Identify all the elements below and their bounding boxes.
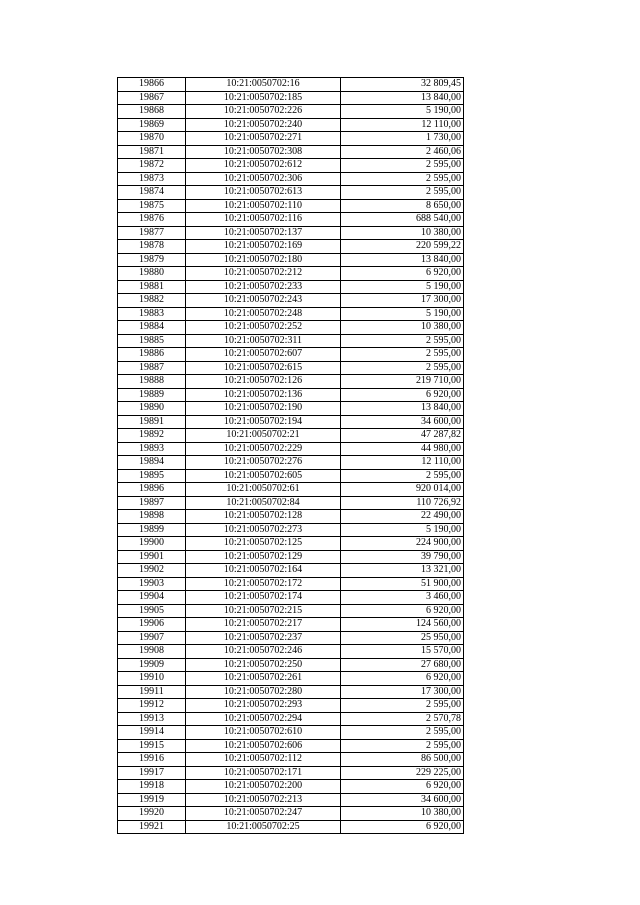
cadastral-number-cell: 10:21:0050702:605 bbox=[186, 469, 341, 483]
cadastral-number-cell: 10:21:0050702:261 bbox=[186, 672, 341, 686]
row-number-cell: 19878 bbox=[118, 240, 186, 254]
row-number-cell: 19881 bbox=[118, 280, 186, 294]
row-number-cell: 19914 bbox=[118, 726, 186, 740]
cadastral-number-cell: 10:21:0050702:607 bbox=[186, 348, 341, 362]
table-row bbox=[118, 294, 464, 308]
cadastral-number-cell: 10:21:0050702:190 bbox=[186, 402, 341, 416]
cadastral-number-cell: 10:21:0050702:280 bbox=[186, 685, 341, 699]
value-cell: 2 595,00 bbox=[341, 726, 464, 740]
value-cell: 224 900,00 bbox=[341, 537, 464, 551]
cadastral-number-cell: 10:21:0050702:306 bbox=[186, 172, 341, 186]
table-row bbox=[118, 807, 464, 821]
value-cell: 13 840,00 bbox=[341, 253, 464, 267]
cadastral-value-table bbox=[117, 77, 464, 834]
row-number-cell: 19899 bbox=[118, 523, 186, 537]
cadastral-number-cell: 10:21:0050702:112 bbox=[186, 753, 341, 767]
value-cell: 124 560,00 bbox=[341, 618, 464, 632]
table-row bbox=[118, 132, 464, 146]
value-cell: 6 920,00 bbox=[341, 672, 464, 686]
cadastral-number-cell: 10:21:0050702:271 bbox=[186, 132, 341, 146]
value-cell: 920 014,00 bbox=[341, 483, 464, 497]
cadastral-number-cell: 10:21:0050702:25 bbox=[186, 820, 341, 834]
value-cell: 27 680,00 bbox=[341, 658, 464, 672]
cadastral-number-cell: 10:21:0050702:247 bbox=[186, 807, 341, 821]
value-cell: 13 321,00 bbox=[341, 564, 464, 578]
table-row bbox=[118, 253, 464, 267]
value-cell: 5 190,00 bbox=[341, 523, 464, 537]
row-number-cell: 19904 bbox=[118, 591, 186, 605]
cadastral-number-cell: 10:21:0050702:233 bbox=[186, 280, 341, 294]
value-cell: 2 595,00 bbox=[341, 334, 464, 348]
value-cell: 2 595,00 bbox=[341, 469, 464, 483]
row-number-cell: 19907 bbox=[118, 631, 186, 645]
table-row bbox=[118, 820, 464, 834]
table-row bbox=[118, 321, 464, 335]
cadastral-number-cell: 10:21:0050702:229 bbox=[186, 442, 341, 456]
cadastral-number-cell: 10:21:0050702:615 bbox=[186, 361, 341, 375]
table-row bbox=[118, 105, 464, 119]
value-cell: 6 920,00 bbox=[341, 267, 464, 281]
table-row bbox=[118, 267, 464, 281]
table-row bbox=[118, 753, 464, 767]
value-cell: 2 595,00 bbox=[341, 739, 464, 753]
row-number-cell: 19892 bbox=[118, 429, 186, 443]
value-cell: 13 840,00 bbox=[341, 402, 464, 416]
table-row bbox=[118, 159, 464, 173]
table-row bbox=[118, 739, 464, 753]
table-row bbox=[118, 145, 464, 159]
row-number-cell: 19908 bbox=[118, 645, 186, 659]
row-number-cell: 19880 bbox=[118, 267, 186, 281]
table-row bbox=[118, 537, 464, 551]
cadastral-number-cell: 10:21:0050702:110 bbox=[186, 199, 341, 213]
row-number-cell: 19911 bbox=[118, 685, 186, 699]
value-cell: 32 809,45 bbox=[341, 78, 464, 92]
row-number-cell: 19868 bbox=[118, 105, 186, 119]
cadastral-number-cell: 10:21:0050702:116 bbox=[186, 213, 341, 227]
row-number-cell: 19906 bbox=[118, 618, 186, 632]
row-number-cell: 19903 bbox=[118, 577, 186, 591]
cadastral-number-cell: 10:21:0050702:16 bbox=[186, 78, 341, 92]
table-row bbox=[118, 213, 464, 227]
value-cell: 86 500,00 bbox=[341, 753, 464, 767]
value-cell: 12 110,00 bbox=[341, 118, 464, 132]
row-number-cell: 19909 bbox=[118, 658, 186, 672]
table-row bbox=[118, 658, 464, 672]
table-row bbox=[118, 118, 464, 132]
table-row bbox=[118, 199, 464, 213]
value-cell: 6 920,00 bbox=[341, 820, 464, 834]
table-row bbox=[118, 375, 464, 389]
cadastral-number-cell: 10:21:0050702:172 bbox=[186, 577, 341, 591]
row-number-cell: 19893 bbox=[118, 442, 186, 456]
value-cell: 2 570,78 bbox=[341, 712, 464, 726]
cadastral-number-cell: 10:21:0050702:84 bbox=[186, 496, 341, 510]
table-row bbox=[118, 442, 464, 456]
row-number-cell: 19890 bbox=[118, 402, 186, 416]
table-row bbox=[118, 577, 464, 591]
row-number-cell: 19885 bbox=[118, 334, 186, 348]
cadastral-number-cell: 10:21:0050702:248 bbox=[186, 307, 341, 321]
value-cell: 15 570,00 bbox=[341, 645, 464, 659]
table-row bbox=[118, 91, 464, 105]
value-cell: 13 840,00 bbox=[341, 91, 464, 105]
row-number-cell: 19889 bbox=[118, 388, 186, 402]
cadastral-number-cell: 10:21:0050702:250 bbox=[186, 658, 341, 672]
cadastral-number-cell: 10:21:0050702:164 bbox=[186, 564, 341, 578]
row-number-cell: 19882 bbox=[118, 294, 186, 308]
table-row bbox=[118, 780, 464, 794]
cadastral-number-cell: 10:21:0050702:212 bbox=[186, 267, 341, 281]
cadastral-number-cell: 10:21:0050702:137 bbox=[186, 226, 341, 240]
cadastral-number-cell: 10:21:0050702:311 bbox=[186, 334, 341, 348]
row-number-cell: 19919 bbox=[118, 793, 186, 807]
value-cell: 110 726,92 bbox=[341, 496, 464, 510]
row-number-cell: 19883 bbox=[118, 307, 186, 321]
value-cell: 220 599,22 bbox=[341, 240, 464, 254]
cadastral-number-cell: 10:21:0050702:21 bbox=[186, 429, 341, 443]
value-cell: 5 190,00 bbox=[341, 105, 464, 119]
cadastral-number-cell: 10:21:0050702:194 bbox=[186, 415, 341, 429]
table-row bbox=[118, 388, 464, 402]
table-row bbox=[118, 469, 464, 483]
table-row bbox=[118, 564, 464, 578]
cadastral-number-cell: 10:21:0050702:61 bbox=[186, 483, 341, 497]
value-cell: 39 790,00 bbox=[341, 550, 464, 564]
value-cell: 6 920,00 bbox=[341, 604, 464, 618]
table-row bbox=[118, 726, 464, 740]
table-row bbox=[118, 186, 464, 200]
table-row bbox=[118, 699, 464, 713]
cadastral-number-cell: 10:21:0050702:226 bbox=[186, 105, 341, 119]
row-number-cell: 19902 bbox=[118, 564, 186, 578]
row-number-cell: 19896 bbox=[118, 483, 186, 497]
cadastral-number-cell: 10:21:0050702:252 bbox=[186, 321, 341, 335]
value-cell: 17 300,00 bbox=[341, 685, 464, 699]
table-row bbox=[118, 523, 464, 537]
row-number-cell: 19894 bbox=[118, 456, 186, 470]
row-number-cell: 19897 bbox=[118, 496, 186, 510]
value-cell: 8 650,00 bbox=[341, 199, 464, 213]
table-row bbox=[118, 510, 464, 524]
row-number-cell: 19871 bbox=[118, 145, 186, 159]
table-row bbox=[118, 766, 464, 780]
table-body bbox=[118, 78, 464, 834]
cadastral-number-cell: 10:21:0050702:308 bbox=[186, 145, 341, 159]
cadastral-number-cell: 10:21:0050702:171 bbox=[186, 766, 341, 780]
value-cell: 10 380,00 bbox=[341, 226, 464, 240]
value-cell: 2 595,00 bbox=[341, 348, 464, 362]
row-number-cell: 19879 bbox=[118, 253, 186, 267]
row-number-cell: 19866 bbox=[118, 78, 186, 92]
row-number-cell: 19920 bbox=[118, 807, 186, 821]
row-number-cell: 19910 bbox=[118, 672, 186, 686]
table-row bbox=[118, 226, 464, 240]
cadastral-number-cell: 10:21:0050702:174 bbox=[186, 591, 341, 605]
row-number-cell: 19913 bbox=[118, 712, 186, 726]
table-row bbox=[118, 483, 464, 497]
value-cell: 12 110,00 bbox=[341, 456, 464, 470]
table-row bbox=[118, 307, 464, 321]
table-row bbox=[118, 240, 464, 254]
row-number-cell: 19877 bbox=[118, 226, 186, 240]
row-number-cell: 19912 bbox=[118, 699, 186, 713]
row-number-cell: 19875 bbox=[118, 199, 186, 213]
cadastral-number-cell: 10:21:0050702:217 bbox=[186, 618, 341, 632]
row-number-cell: 19873 bbox=[118, 172, 186, 186]
table-row bbox=[118, 631, 464, 645]
value-cell: 229 225,00 bbox=[341, 766, 464, 780]
row-number-cell: 19915 bbox=[118, 739, 186, 753]
cadastral-number-cell: 10:21:0050702:243 bbox=[186, 294, 341, 308]
cadastral-number-cell: 10:21:0050702:246 bbox=[186, 645, 341, 659]
value-cell: 34 600,00 bbox=[341, 793, 464, 807]
value-cell: 1 730,00 bbox=[341, 132, 464, 146]
cadastral-number-cell: 10:21:0050702:276 bbox=[186, 456, 341, 470]
cadastral-number-cell: 10:21:0050702:125 bbox=[186, 537, 341, 551]
table-row bbox=[118, 348, 464, 362]
row-number-cell: 19870 bbox=[118, 132, 186, 146]
row-number-cell: 19887 bbox=[118, 361, 186, 375]
cadastral-number-cell: 10:21:0050702:237 bbox=[186, 631, 341, 645]
table-row bbox=[118, 550, 464, 564]
row-number-cell: 19874 bbox=[118, 186, 186, 200]
row-number-cell: 19886 bbox=[118, 348, 186, 362]
value-cell: 2 595,00 bbox=[341, 186, 464, 200]
table-row bbox=[118, 456, 464, 470]
table-row bbox=[118, 712, 464, 726]
value-cell: 5 190,00 bbox=[341, 280, 464, 294]
cadastral-number-cell: 10:21:0050702:200 bbox=[186, 780, 341, 794]
value-cell: 47 287,82 bbox=[341, 429, 464, 443]
value-cell: 5 190,00 bbox=[341, 307, 464, 321]
table-row bbox=[118, 591, 464, 605]
row-number-cell: 19921 bbox=[118, 820, 186, 834]
row-number-cell: 19917 bbox=[118, 766, 186, 780]
cadastral-number-cell: 10:21:0050702:169 bbox=[186, 240, 341, 254]
cadastral-number-cell: 10:21:0050702:129 bbox=[186, 550, 341, 564]
table-row bbox=[118, 78, 464, 92]
table-row bbox=[118, 402, 464, 416]
table-row bbox=[118, 645, 464, 659]
cadastral-number-cell: 10:21:0050702:610 bbox=[186, 726, 341, 740]
value-cell: 44 980,00 bbox=[341, 442, 464, 456]
cadastral-number-cell: 10:21:0050702:180 bbox=[186, 253, 341, 267]
value-cell: 51 900,00 bbox=[341, 577, 464, 591]
cadastral-number-cell: 10:21:0050702:213 bbox=[186, 793, 341, 807]
value-cell: 219 710,00 bbox=[341, 375, 464, 389]
row-number-cell: 19867 bbox=[118, 91, 186, 105]
table-row bbox=[118, 361, 464, 375]
value-cell: 10 380,00 bbox=[341, 321, 464, 335]
cadastral-number-cell: 10:21:0050702:613 bbox=[186, 186, 341, 200]
cadastral-number-cell: 10:21:0050702:126 bbox=[186, 375, 341, 389]
row-number-cell: 19872 bbox=[118, 159, 186, 173]
row-number-cell: 19876 bbox=[118, 213, 186, 227]
cadastral-number-cell: 10:21:0050702:240 bbox=[186, 118, 341, 132]
row-number-cell: 19918 bbox=[118, 780, 186, 794]
row-number-cell: 19888 bbox=[118, 375, 186, 389]
value-cell: 2 595,00 bbox=[341, 159, 464, 173]
table-row bbox=[118, 334, 464, 348]
row-number-cell: 19901 bbox=[118, 550, 186, 564]
row-number-cell: 19900 bbox=[118, 537, 186, 551]
table-row bbox=[118, 685, 464, 699]
cadastral-number-cell: 10:21:0050702:606 bbox=[186, 739, 341, 753]
value-cell: 22 490,00 bbox=[341, 510, 464, 524]
value-cell: 17 300,00 bbox=[341, 294, 464, 308]
value-cell: 25 950,00 bbox=[341, 631, 464, 645]
value-cell: 688 540,00 bbox=[341, 213, 464, 227]
value-cell: 2 595,00 bbox=[341, 699, 464, 713]
value-cell: 34 600,00 bbox=[341, 415, 464, 429]
value-cell: 3 460,00 bbox=[341, 591, 464, 605]
row-number-cell: 19916 bbox=[118, 753, 186, 767]
cadastral-number-cell: 10:21:0050702:293 bbox=[186, 699, 341, 713]
cadastral-number-cell: 10:21:0050702:294 bbox=[186, 712, 341, 726]
table-row bbox=[118, 496, 464, 510]
cadastral-number-cell: 10:21:0050702:136 bbox=[186, 388, 341, 402]
table-row bbox=[118, 415, 464, 429]
table-row bbox=[118, 604, 464, 618]
cadastral-number-cell: 10:21:0050702:612 bbox=[186, 159, 341, 173]
row-number-cell: 19898 bbox=[118, 510, 186, 524]
table-row bbox=[118, 429, 464, 443]
value-cell: 2 595,00 bbox=[341, 172, 464, 186]
row-number-cell: 19891 bbox=[118, 415, 186, 429]
row-number-cell: 19905 bbox=[118, 604, 186, 618]
table-row bbox=[118, 172, 464, 186]
row-number-cell: 19895 bbox=[118, 469, 186, 483]
table-row bbox=[118, 672, 464, 686]
cadastral-number-cell: 10:21:0050702:185 bbox=[186, 91, 341, 105]
table-row bbox=[118, 793, 464, 807]
value-cell: 6 920,00 bbox=[341, 388, 464, 402]
cadastral-number-cell: 10:21:0050702:215 bbox=[186, 604, 341, 618]
table-row bbox=[118, 618, 464, 632]
row-number-cell: 19884 bbox=[118, 321, 186, 335]
cadastral-number-cell: 10:21:0050702:273 bbox=[186, 523, 341, 537]
table-row bbox=[118, 280, 464, 294]
row-number-cell: 19869 bbox=[118, 118, 186, 132]
value-cell: 6 920,00 bbox=[341, 780, 464, 794]
value-cell: 2 595,00 bbox=[341, 361, 464, 375]
value-cell: 10 380,00 bbox=[341, 807, 464, 821]
value-cell: 2 460,06 bbox=[341, 145, 464, 159]
cadastral-number-cell: 10:21:0050702:128 bbox=[186, 510, 341, 524]
